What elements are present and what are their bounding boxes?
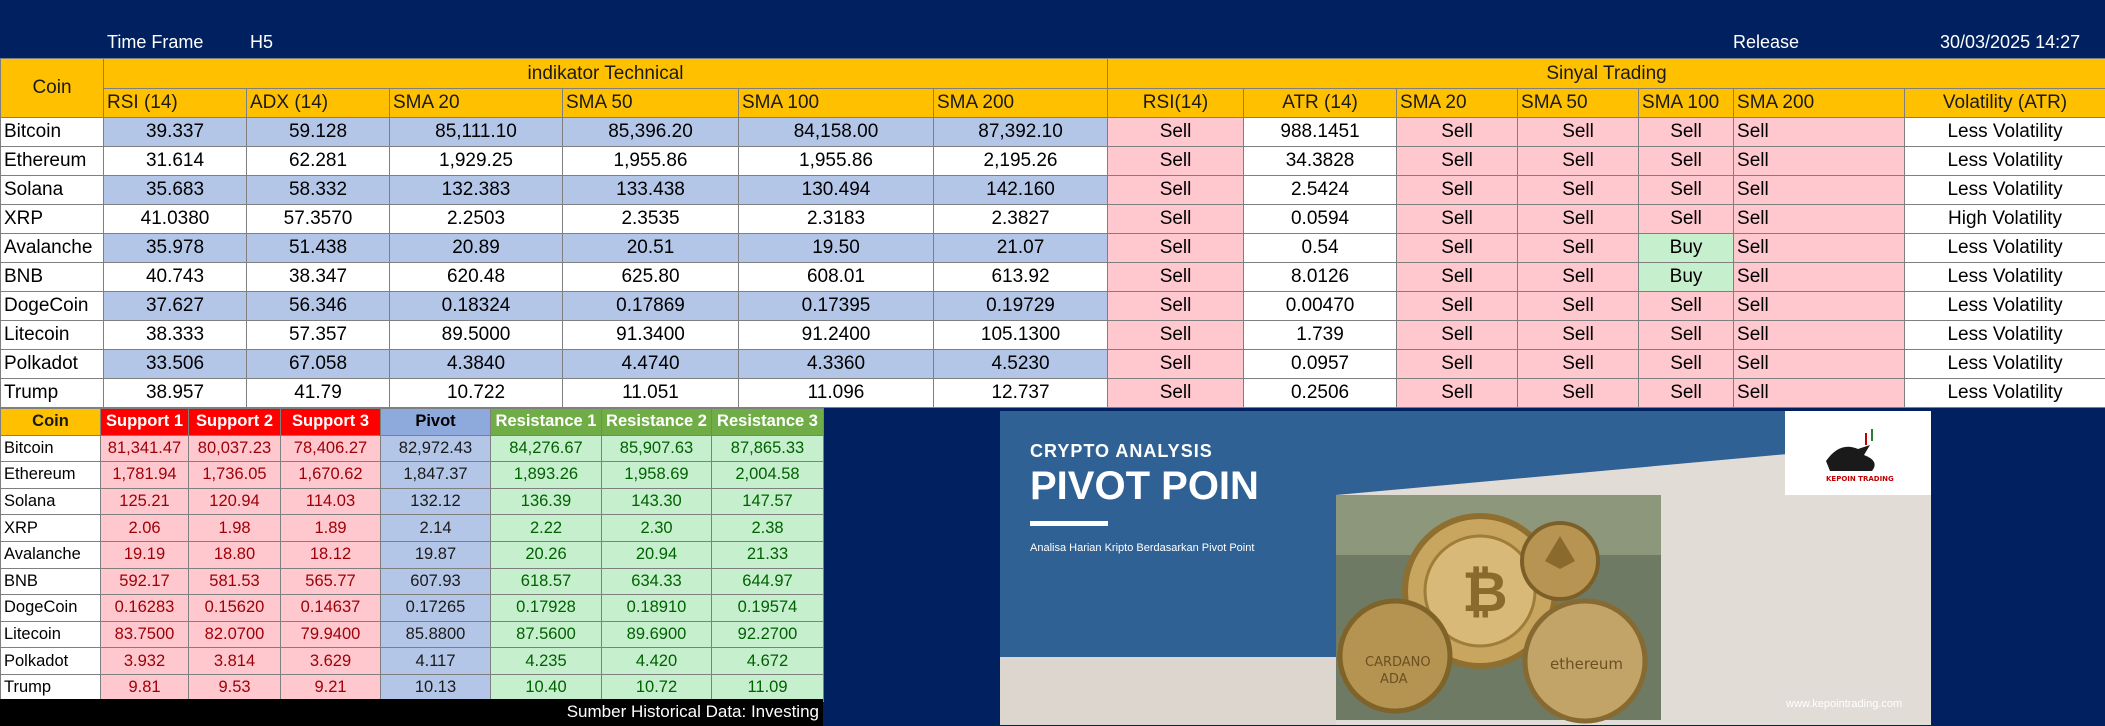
signal-group-header: Sinyal Trading xyxy=(1108,59,2105,89)
indicator-value: 31.614 xyxy=(104,147,247,176)
table-row xyxy=(1,234,2105,263)
indicator-value: 132.383 xyxy=(390,176,563,205)
indicator-col-header: ADX (14) xyxy=(247,89,390,118)
indicator-value: 625.80 xyxy=(563,263,739,292)
coin-name: Ethereum xyxy=(1,147,104,176)
pivot-value: 125.21 xyxy=(101,488,189,515)
coin-name: Avalanche xyxy=(1,541,101,568)
pivot-value: 10.72 xyxy=(602,674,712,701)
source-bar xyxy=(0,699,823,726)
indicator-value: 35.683 xyxy=(104,176,247,205)
indicator-value: 35.978 xyxy=(104,234,247,263)
indicator-col-header: SMA 200 xyxy=(934,89,1108,118)
pivot-value: 9.53 xyxy=(189,674,281,701)
volatility-value: Less Volatility xyxy=(1905,321,2105,350)
indicator-value: 37.627 xyxy=(104,292,247,321)
atr-value: 1.739 xyxy=(1244,321,1397,350)
table-row xyxy=(1,176,2105,205)
signal-col-header: SMA 20 xyxy=(1397,89,1518,118)
atr-value: 0.0957 xyxy=(1244,350,1397,379)
table-row xyxy=(1,147,2105,176)
coin-name: Bitcoin xyxy=(1,435,101,462)
pivot-value: 20.94 xyxy=(602,541,712,568)
pivot-value: 85,907.63 xyxy=(602,435,712,462)
signal-value: Sell xyxy=(1639,379,1734,408)
indicator-value: 2.3827 xyxy=(934,205,1108,234)
pivot-value: 634.33 xyxy=(602,568,712,595)
indicator-value: 12.737 xyxy=(934,379,1108,408)
indicator-value: 1,929.25 xyxy=(390,147,563,176)
coin-name: Solana xyxy=(1,176,104,205)
table-row xyxy=(1,205,2105,234)
pivot-value: 3.629 xyxy=(281,648,381,675)
table-row xyxy=(1,541,824,568)
indicator-value: 2.2503 xyxy=(390,205,563,234)
coin-name: Bitcoin xyxy=(1,118,104,147)
pivot-value: 18.12 xyxy=(281,541,381,568)
pivot-value: 1,847.37 xyxy=(381,462,491,489)
signal-value: Sell xyxy=(1108,147,1244,176)
title-underline xyxy=(1030,521,1108,526)
signal-value: Sell xyxy=(1734,147,1905,176)
signal-value: Sell xyxy=(1397,118,1518,147)
technical-indicator-table xyxy=(0,58,2105,408)
signal-value: Sell xyxy=(1397,205,1518,234)
indicator-value: 89.5000 xyxy=(390,321,563,350)
pivot-col-header: Resistance 2 xyxy=(602,409,712,436)
pivot-value: 4.420 xyxy=(602,648,712,675)
pivot-value: 618.57 xyxy=(491,568,602,595)
indicator-value: 39.337 xyxy=(104,118,247,147)
indicator-col-header: SMA 20 xyxy=(390,89,563,118)
signal-value: Sell xyxy=(1108,118,1244,147)
indicator-value: 2.3183 xyxy=(739,205,934,234)
atr-value: 0.00470 xyxy=(1244,292,1397,321)
release-value: 30/03/2025 14:27 xyxy=(1940,32,2081,52)
signal-value: Sell xyxy=(1108,176,1244,205)
table-row xyxy=(1,568,824,595)
indicator-value: 0.17869 xyxy=(563,292,739,321)
indicator-value: 40.743 xyxy=(104,263,247,292)
pivot-value: 1,781.94 xyxy=(101,462,189,489)
banner-url: www.kepointrading.com xyxy=(1786,698,1903,710)
pivot-value: 143.30 xyxy=(602,488,712,515)
pivot-value: 21.33 xyxy=(712,541,824,568)
signal-value: Sell xyxy=(1397,263,1518,292)
indicator-value: 4.5230 xyxy=(934,350,1108,379)
pivot-value: 132.12 xyxy=(381,488,491,515)
signal-value: Sell xyxy=(1397,234,1518,263)
indicator-group-header: indikator Technical xyxy=(104,59,1108,89)
pivot-value: 120.94 xyxy=(189,488,281,515)
pivot-table xyxy=(0,408,824,702)
timeframe-label: Time Frame xyxy=(107,32,204,52)
indicator-value: 67.058 xyxy=(247,350,390,379)
indicator-value: 33.506 xyxy=(104,350,247,379)
svg-text:₿: ₿ xyxy=(1462,560,1508,625)
table-row xyxy=(1,621,824,648)
signal-value: Sell xyxy=(1108,321,1244,350)
pivot-value: 1.89 xyxy=(281,515,381,542)
table-row xyxy=(1,674,824,701)
table-row xyxy=(1,595,824,622)
signal-value: Sell xyxy=(1108,234,1244,263)
indicator-value: 59.128 xyxy=(247,118,390,147)
signal-value: Sell xyxy=(1397,350,1518,379)
signal-value: Sell xyxy=(1397,292,1518,321)
signal-value: Sell xyxy=(1639,321,1734,350)
indicator-value: 20.51 xyxy=(563,234,739,263)
indicator-value: 57.3570 xyxy=(247,205,390,234)
indicator-col-header: SMA 50 xyxy=(563,89,739,118)
signal-value: Sell xyxy=(1639,147,1734,176)
signal-value: Sell xyxy=(1734,350,1905,379)
indicator-value: 41.79 xyxy=(247,379,390,408)
indicator-value: 620.48 xyxy=(390,263,563,292)
signal-value: Sell xyxy=(1108,263,1244,292)
table-row xyxy=(1,350,2105,379)
pivot-value: 85.8800 xyxy=(381,621,491,648)
signal-value: Sell xyxy=(1639,205,1734,234)
pivot-value: 20.26 xyxy=(491,541,602,568)
signal-value: Sell xyxy=(1734,205,1905,234)
table-row xyxy=(1,118,2105,147)
indicator-value: 4.4740 xyxy=(563,350,739,379)
pivot-col-header: Support 2 xyxy=(189,409,281,436)
table-row xyxy=(1,648,824,675)
pivot-value: 0.16283 xyxy=(101,595,189,622)
pivot-col-header: Resistance 1 xyxy=(491,409,602,436)
atr-value: 988.1451 xyxy=(1244,118,1397,147)
coin-name: Ethereum xyxy=(1,462,101,489)
pivot-value: 4.672 xyxy=(712,648,824,675)
pivot-col-header: Support 3 xyxy=(281,409,381,436)
signal-col-header: RSI(14) xyxy=(1108,89,1244,118)
signal-value: Sell xyxy=(1518,118,1639,147)
pivot-value: 89.6900 xyxy=(602,621,712,648)
signal-value: Sell xyxy=(1518,321,1639,350)
signal-col-header: Volatility (ATR) xyxy=(1905,89,2105,118)
indicator-value: 11.096 xyxy=(739,379,934,408)
indicator-value: 1,955.86 xyxy=(563,147,739,176)
pivot-value: 4.117 xyxy=(381,648,491,675)
signal-value: Sell xyxy=(1108,292,1244,321)
signal-value: Sell xyxy=(1639,176,1734,205)
indicator-value: 51.438 xyxy=(247,234,390,263)
atr-value: 34.3828 xyxy=(1244,147,1397,176)
volatility-value: Less Volatility xyxy=(1905,350,2105,379)
pivot-value: 581.53 xyxy=(189,568,281,595)
pivot-col-header: Pivot xyxy=(381,409,491,436)
banner-title: PIVOT POIN xyxy=(1030,464,1259,508)
coin-name: DogeCoin xyxy=(1,292,104,321)
atr-value: 8.0126 xyxy=(1244,263,1397,292)
pivot-value: 81,341.47 xyxy=(101,435,189,462)
indicator-value: 2.3535 xyxy=(563,205,739,234)
pivot-value: 0.14637 xyxy=(281,595,381,622)
signal-value: Sell xyxy=(1108,205,1244,234)
table-row xyxy=(1,292,2105,321)
table-row xyxy=(1,321,2105,350)
volatility-value: Less Volatility xyxy=(1905,379,2105,408)
pivot-value: 0.17265 xyxy=(381,595,491,622)
coin-name: BNB xyxy=(1,263,104,292)
pivot-value: 10.40 xyxy=(491,674,602,701)
pivot-value: 2.22 xyxy=(491,515,602,542)
signal-value: Sell xyxy=(1639,350,1734,379)
signal-value: Sell xyxy=(1108,350,1244,379)
atr-value: 0.0594 xyxy=(1244,205,1397,234)
signal-value: Sell xyxy=(1639,118,1734,147)
coin-name: Avalanche xyxy=(1,234,104,263)
pivot-value: 19.87 xyxy=(381,541,491,568)
release-label: Release xyxy=(1733,32,1800,52)
signal-value: Sell xyxy=(1734,118,1905,147)
pivot-value: 1,670.62 xyxy=(281,462,381,489)
banner-graphic xyxy=(1000,411,1931,725)
signal-value: Sell xyxy=(1518,292,1639,321)
indicator-value: 4.3840 xyxy=(390,350,563,379)
indicator-value: 21.07 xyxy=(934,234,1108,263)
pivot-value: 9.81 xyxy=(101,674,189,701)
indicator-value: 133.438 xyxy=(563,176,739,205)
coin-name: Polkadot xyxy=(1,648,101,675)
banner-subtitle: Analisa Harian Kripto Berdasarkan Pivot Point xyxy=(1030,542,1255,554)
signal-value: Sell xyxy=(1518,379,1639,408)
indicator-value: 38.333 xyxy=(104,321,247,350)
indicator-value: 84,158.00 xyxy=(739,118,934,147)
pivot-value: 80,037.23 xyxy=(189,435,281,462)
coins-photo xyxy=(1336,495,1661,721)
pivot-value: 11.09 xyxy=(712,674,824,701)
pivot-col-header: Coin xyxy=(1,409,101,436)
signal-col-header: SMA 50 xyxy=(1518,89,1639,118)
coin-name: Trump xyxy=(1,674,101,701)
indicator-value: 0.19729 xyxy=(934,292,1108,321)
pivot-value: 644.97 xyxy=(712,568,824,595)
source-text: Sumber Historical Data: Investing xyxy=(566,702,819,721)
pivot-value: 2.30 xyxy=(602,515,712,542)
signal-value: Sell xyxy=(1518,176,1639,205)
pivot-value: 0.17928 xyxy=(491,595,602,622)
coin-label-cardano: CARDANO xyxy=(1365,655,1431,670)
signal-value: Sell xyxy=(1397,379,1518,408)
table-row xyxy=(1,515,824,542)
volatility-value: Less Volatility xyxy=(1905,118,2105,147)
signal-col-header: ATR (14) xyxy=(1244,89,1397,118)
signal-value: Sell xyxy=(1108,379,1244,408)
indicator-value: 57.357 xyxy=(247,321,390,350)
pivot-value: 2.06 xyxy=(101,515,189,542)
coin-name: Trump xyxy=(1,379,104,408)
signal-value: Sell xyxy=(1734,292,1905,321)
indicator-value: 613.92 xyxy=(934,263,1108,292)
pivot-value: 18.80 xyxy=(189,541,281,568)
volatility-value: Less Volatility xyxy=(1905,292,2105,321)
banner-kicker: CRYPTO ANALYSIS xyxy=(1030,441,1213,461)
indicator-value: 2,195.26 xyxy=(934,147,1108,176)
table-row xyxy=(1,462,824,489)
indicator-value: 85,396.20 xyxy=(563,118,739,147)
signal-value: Buy xyxy=(1639,263,1734,292)
signal-value: Sell xyxy=(1734,263,1905,292)
indicator-value: 0.17395 xyxy=(739,292,934,321)
coin-name: Polkadot xyxy=(1,350,104,379)
signal-value: Sell xyxy=(1734,176,1905,205)
coin-name: DogeCoin xyxy=(1,595,101,622)
pivot-value: 2.14 xyxy=(381,515,491,542)
atr-value: 0.54 xyxy=(1244,234,1397,263)
volatility-value: High Volatility xyxy=(1905,205,2105,234)
signal-value: Sell xyxy=(1518,205,1639,234)
pivot-value: 607.93 xyxy=(381,568,491,595)
indicator-value: 19.50 xyxy=(739,234,934,263)
indicator-value: 20.89 xyxy=(390,234,563,263)
logo-text: KEPOIN TRADING xyxy=(1826,475,1894,483)
signal-col-header: SMA 100 xyxy=(1639,89,1734,118)
volatility-value: Less Volatility xyxy=(1905,234,2105,263)
signal-value: Sell xyxy=(1397,147,1518,176)
pivot-value: 0.19574 xyxy=(712,595,824,622)
pivot-value: 10.13 xyxy=(381,674,491,701)
pivot-value: 0.18910 xyxy=(602,595,712,622)
pivot-value: 92.2700 xyxy=(712,621,824,648)
signal-value: Buy xyxy=(1639,234,1734,263)
indicator-value: 62.281 xyxy=(247,147,390,176)
pivot-value: 1,736.05 xyxy=(189,462,281,489)
pivot-value: 83.7500 xyxy=(101,621,189,648)
pivot-value: 114.03 xyxy=(281,488,381,515)
signal-value: Sell xyxy=(1397,321,1518,350)
pivot-value: 2.38 xyxy=(712,515,824,542)
indicator-value: 85,111.10 xyxy=(390,118,563,147)
indicator-value: 130.494 xyxy=(739,176,934,205)
indicator-col-header: RSI (14) xyxy=(104,89,247,118)
atr-value: 0.2506 xyxy=(1244,379,1397,408)
signal-col-header: SMA 200 xyxy=(1734,89,1905,118)
indicator-value: 1,955.86 xyxy=(739,147,934,176)
table-row xyxy=(1,435,824,462)
coin-name: Solana xyxy=(1,488,101,515)
indicator-value: 105.1300 xyxy=(934,321,1108,350)
coin-name: XRP xyxy=(1,205,104,234)
pivot-value: 136.39 xyxy=(491,488,602,515)
coin-name: Litecoin xyxy=(1,621,101,648)
indicator-value: 38.957 xyxy=(104,379,247,408)
atr-value: 2.5424 xyxy=(1244,176,1397,205)
indicator-value: 0.18324 xyxy=(390,292,563,321)
signal-value: Sell xyxy=(1518,147,1639,176)
pivot-col-header: Resistance 3 xyxy=(712,409,824,436)
volatility-value: Less Volatility xyxy=(1905,147,2105,176)
pivot-value: 592.17 xyxy=(101,568,189,595)
pivot-value: 82,972.43 xyxy=(381,435,491,462)
coin-header: Coin xyxy=(1,59,104,118)
pivot-col-header: Support 1 xyxy=(101,409,189,436)
pivot-value: 82.0700 xyxy=(189,621,281,648)
indicator-value: 41.0380 xyxy=(104,205,247,234)
pivot-value: 9.21 xyxy=(281,674,381,701)
coin-name: Litecoin xyxy=(1,321,104,350)
coin-label-ethereum: ethereum xyxy=(1550,655,1624,673)
signal-value: Sell xyxy=(1734,379,1905,408)
signal-value: Sell xyxy=(1518,234,1639,263)
signal-value: Sell xyxy=(1734,321,1905,350)
table-row xyxy=(1,263,2105,292)
coin-name: XRP xyxy=(1,515,101,542)
pivot-value: 1,958.69 xyxy=(602,462,712,489)
pivot-value: 2,004.58 xyxy=(712,462,824,489)
signal-value: Sell xyxy=(1518,350,1639,379)
pivot-value: 1,893.26 xyxy=(491,462,602,489)
indicator-value: 10.722 xyxy=(390,379,563,408)
pivot-value: 3.932 xyxy=(101,648,189,675)
table-row xyxy=(1,379,2105,408)
indicator-value: 87,392.10 xyxy=(934,118,1108,147)
signal-value: Sell xyxy=(1639,292,1734,321)
pivot-value: 0.15620 xyxy=(189,595,281,622)
indicator-value: 38.347 xyxy=(247,263,390,292)
pivot-value: 78,406.27 xyxy=(281,435,381,462)
coin-label-ada: ADA xyxy=(1380,672,1408,687)
pivot-value: 3.814 xyxy=(189,648,281,675)
signal-value: Sell xyxy=(1734,234,1905,263)
pivot-value: 147.57 xyxy=(712,488,824,515)
indicator-value: 142.160 xyxy=(934,176,1108,205)
coin-name: BNB xyxy=(1,568,101,595)
pivot-value: 1.98 xyxy=(189,515,281,542)
timeframe-value: H5 xyxy=(250,32,274,52)
indicator-value: 91.2400 xyxy=(739,321,934,350)
indicator-value: 91.3400 xyxy=(563,321,739,350)
pivot-value: 87,865.33 xyxy=(712,435,824,462)
indicator-value: 58.332 xyxy=(247,176,390,205)
pivot-value: 84,276.67 xyxy=(491,435,602,462)
signal-value: Sell xyxy=(1518,263,1639,292)
pivot-value: 19.19 xyxy=(101,541,189,568)
pivot-value: 565.77 xyxy=(281,568,381,595)
table-row xyxy=(1,488,824,515)
pivot-value: 79.9400 xyxy=(281,621,381,648)
pivot-value: 87.5600 xyxy=(491,621,602,648)
pivot-point-banner xyxy=(1000,411,1931,725)
volatility-value: Less Volatility xyxy=(1905,176,2105,205)
indicator-value: 4.3360 xyxy=(739,350,934,379)
indicator-value: 11.051 xyxy=(563,379,739,408)
indicator-value: 608.01 xyxy=(739,263,934,292)
pivot-value: 4.235 xyxy=(491,648,602,675)
top-header xyxy=(0,0,2105,58)
volatility-value: Less Volatility xyxy=(1905,263,2105,292)
signal-value: Sell xyxy=(1397,176,1518,205)
indicator-col-header: SMA 100 xyxy=(739,89,934,118)
indicator-value: 56.346 xyxy=(247,292,390,321)
